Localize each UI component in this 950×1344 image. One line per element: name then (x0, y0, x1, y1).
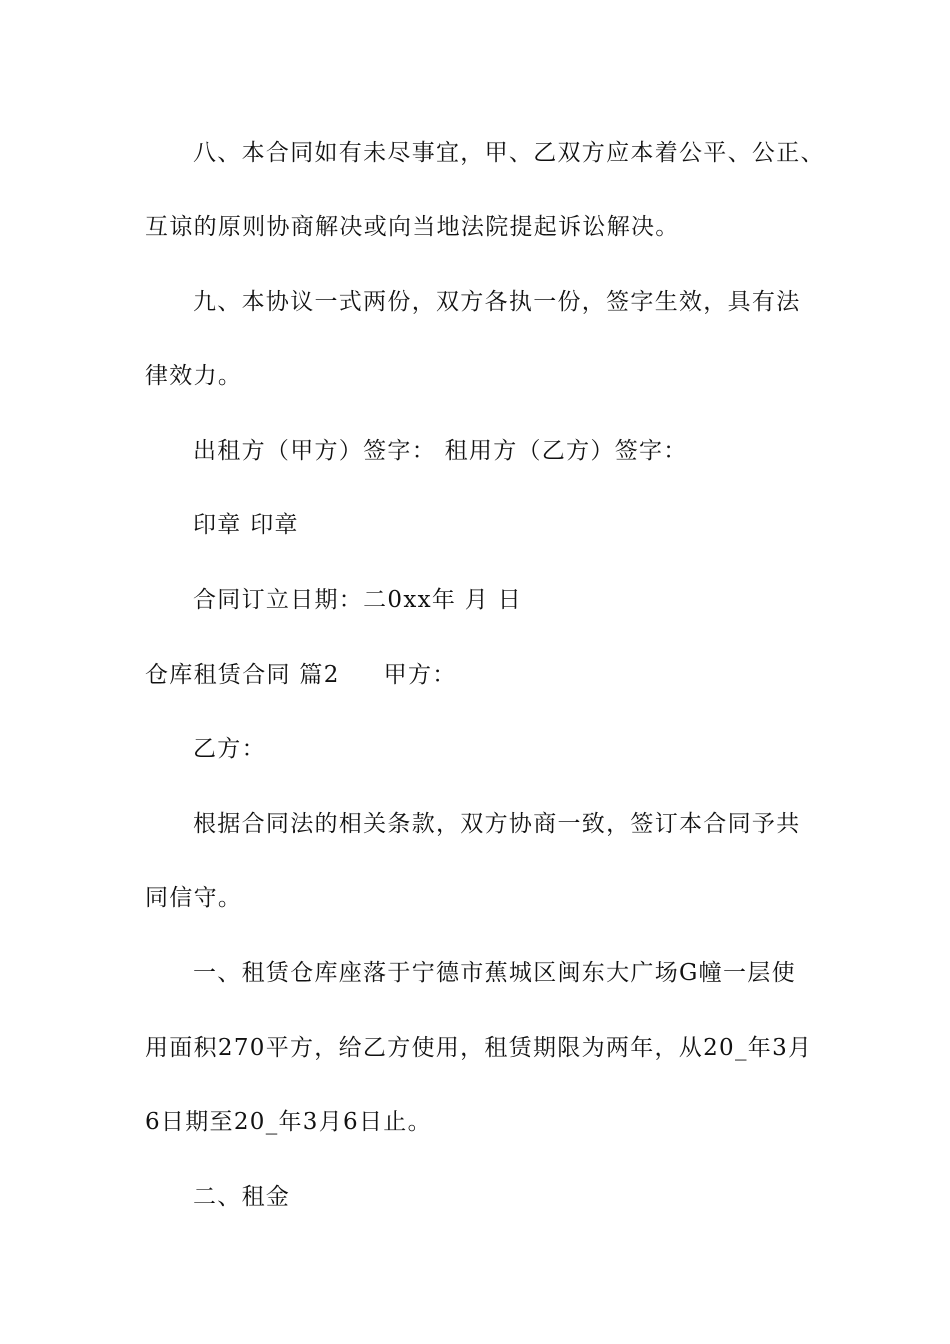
clause-8-line-2: 互谅的原则协商解决或向当地法院提起诉讼解决。 (145, 214, 680, 240)
clause-2-heading: 二、租金 (193, 1184, 291, 1210)
section-heading (145, 660, 845, 690)
clause-8-line-1: 八、本合同如有未尽事宜，甲、乙双方应本着公平、公正、 (193, 140, 825, 166)
preamble-line-2: 同信守。 (145, 885, 243, 911)
clause-1-line-1: 一、租赁仓库座落于宁德市蕉城区闽东大广场G幢一层使 (193, 960, 796, 986)
clause-9-line-1: 九、本协议一式两份，双方各执一份，签字生效，具有法 (193, 289, 801, 315)
contract-date-line: 合同订立日期：二0xx年 月 日 (193, 587, 522, 613)
clause-1-line-3: 6日期至20_年3月6日止。 (145, 1109, 432, 1135)
party-a-label: 甲方： (383, 662, 457, 688)
clause-1-line-2: 用面积270平方，给乙方使用，租赁期限为两年，从20_年3月 (145, 1035, 813, 1061)
signature-line: 出租方（甲方）签字： 租用方（乙方）签字： (193, 438, 688, 464)
seal-line: 印章 印章 (193, 512, 299, 538)
preamble-line-1: 根据合同法的相关条款，双方协商一致，签订本合同予共 (193, 811, 801, 837)
contract-title: 仓库租赁合同 篇2 (145, 662, 340, 688)
clause-9-line-2: 律效力。 (145, 363, 243, 389)
party-b-label: 乙方： (193, 736, 266, 762)
